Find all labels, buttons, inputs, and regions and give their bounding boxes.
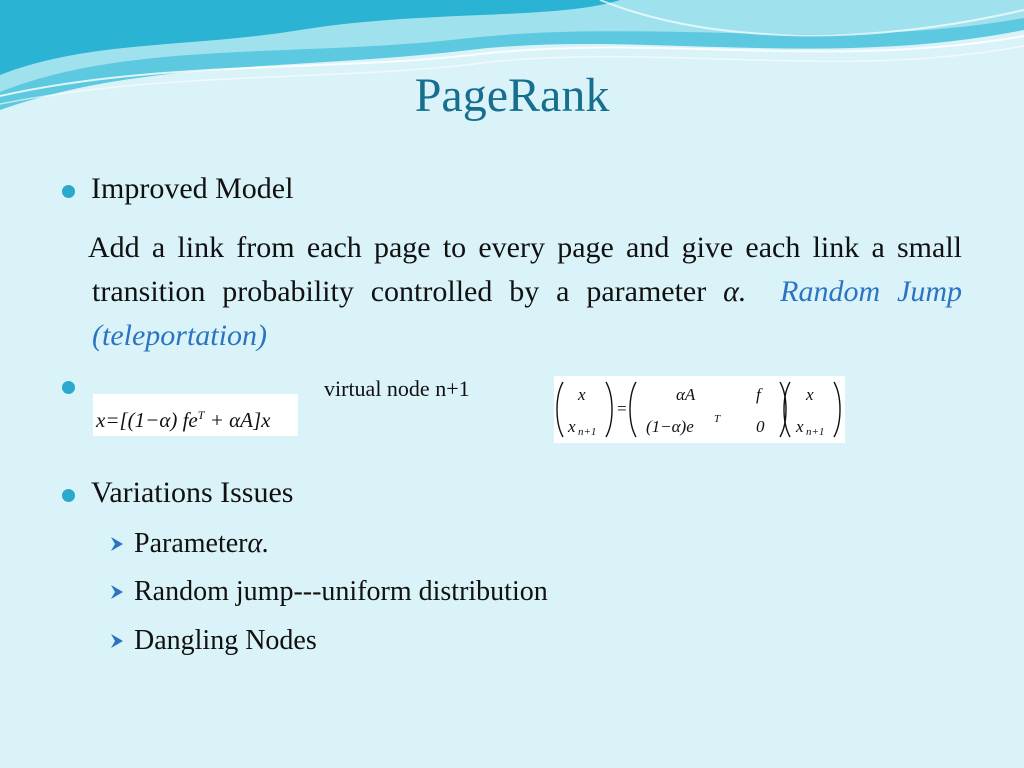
pagerank-equation-image [93, 394, 298, 436]
matrix-m21-sup: T [714, 413, 721, 425]
bullet-heading: Variations Issues [91, 476, 294, 509]
rhs-top: x [806, 385, 814, 404]
paragraph-text: Add a link from each page to every page and give each link a small transition probability controlled by a parameter [88, 231, 962, 308]
lhs-top: x [578, 385, 586, 404]
matrix-m11: αA [676, 385, 696, 404]
bullet-heading: Improved Model [91, 172, 294, 205]
bullet-dot-icon [62, 489, 75, 502]
equation-sup: T [197, 408, 205, 422]
matrix-equation-svg [554, 376, 845, 443]
lhs-bottom: x [568, 417, 576, 436]
bullet-paragraph [88, 226, 962, 358]
bullet-equations [62, 368, 91, 394]
virtual-node-label: virtual node n+1 [324, 376, 470, 401]
equals-sign: = [616, 399, 628, 418]
matrix-m22: 0 [756, 417, 765, 436]
sub-item-text: Dangling Nodes [134, 625, 317, 656]
arrow-bullet-icon [108, 535, 126, 553]
bullet-variations-issues [62, 476, 293, 510]
sub-item-text: Parameter [134, 528, 248, 559]
sub-item-parameter [108, 528, 269, 560]
matrix-m21: (1−α)e [646, 417, 694, 436]
slide-title: PageRank [414, 69, 610, 122]
sub-item-dangling-nodes [108, 625, 317, 657]
sub-item-random-jump [108, 576, 548, 608]
alpha-symbol: α. [723, 275, 747, 308]
rhs-bottom: x [796, 417, 804, 436]
arrow-bullet-icon [108, 632, 126, 650]
rhs-bottom-sub: n+1 [806, 426, 825, 438]
equation-left: x=[(1−α) fe [96, 408, 198, 432]
arrow-bullet-icon [108, 583, 126, 601]
sub-item-text: Random jump---uniform distribution [134, 576, 548, 607]
bullet-dot-icon [62, 185, 75, 198]
random-jump-emphasis: Random Jump (teleportation) [92, 275, 962, 352]
bullet-dot-icon [62, 381, 75, 394]
lhs-bottom-sub: n+1 [578, 426, 597, 438]
equation-right: + αA]x [204, 408, 271, 432]
matrix-equation-image [554, 376, 845, 443]
alpha-symbol: α. [247, 528, 270, 559]
matrix-m12: f [756, 385, 761, 404]
bullet-improved-model [62, 172, 293, 206]
